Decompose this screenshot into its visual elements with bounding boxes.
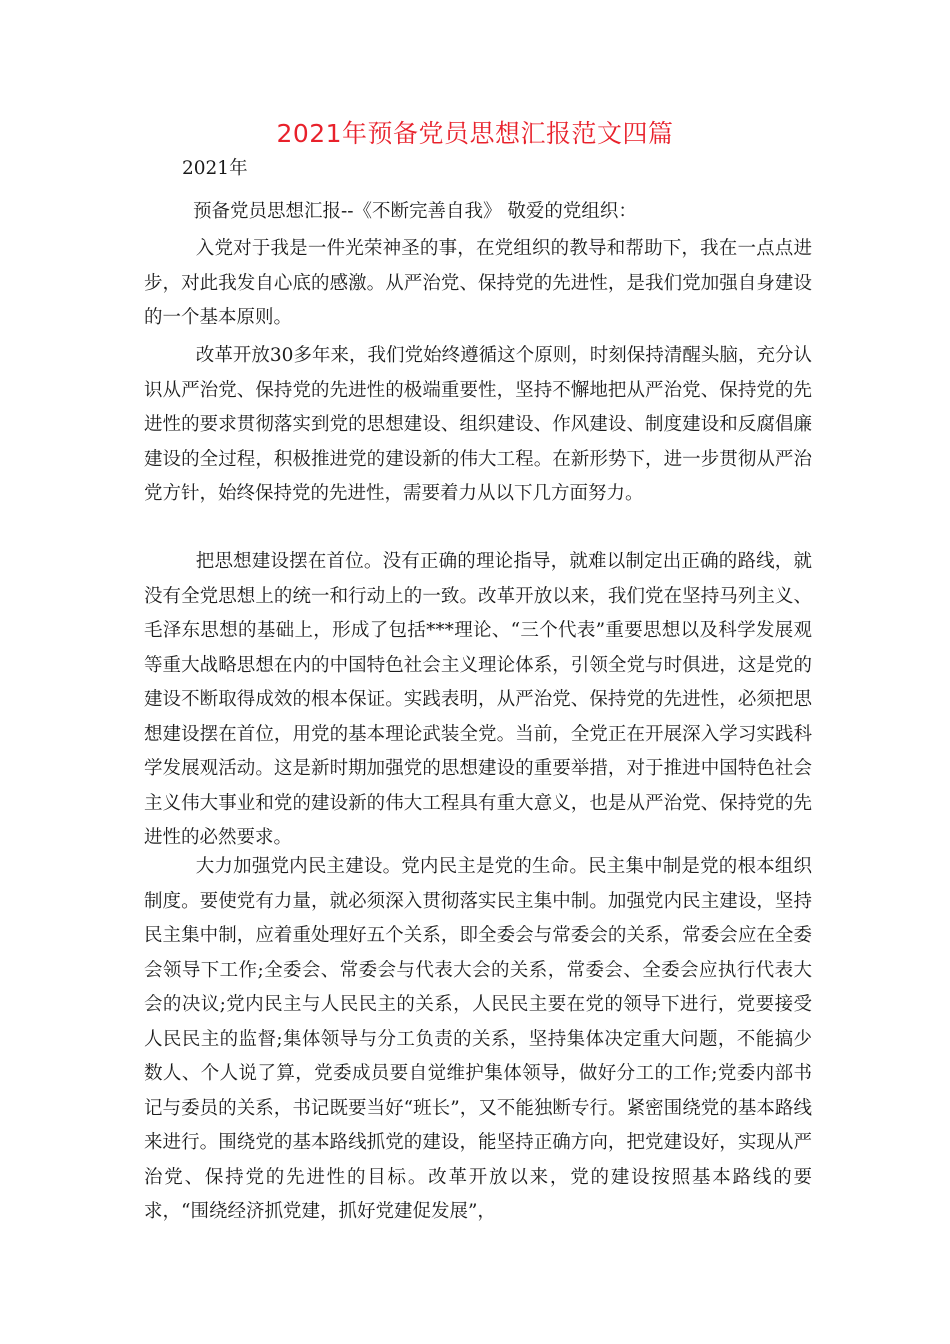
body-paragraph-4: 大力加强党内民主建设。党内民主是党的生命。民主集中制是党的根本组织制度。要使党有力量，就必须深入贯彻落实民主集中制。加强党内民主建设，坚持民主集中制，应着重处理好五个关系，即全委会与常委会的关系，常委会应在全委会领导下工作;全委会、常委会与代表大会的关系，常委会、全委会应执行代表大会的决议;党内民主与人民民主的关系，人民民主要在党的领导下进行，党要接受人民民主的监督;集体领导与分工负责的关系，坚持集体决定重大问题，不能搞少数人、个人说了算，党委成员要自觉维护集体领导，做好分工的工作;党委内部书记与委员的关系，书记既要当好“班长”，又不能独断专行。紧密围绕党的基本路线来进行。围绕党的基本路线抓党的建设，能坚持正确方向，把党建设好，实现从严治党、保持党的先进性的目标。改革开放以来，党的建设按照基本路线的要求，“围绕经济抓党建，抓好党建促发展”， <box>144 856 812 1222</box>
date-line: 2021年 <box>182 158 248 179</box>
body-paragraph-1: 入党对于我是一件光荣神圣的事，在党组织的教导和帮助下，我在一点点进步，对此我发自心底的感激。从严治党、保持党的先进性，是我们党加强自身建设的一个基本原则。 <box>144 238 812 328</box>
body-paragraph-3: 把思想建设摆在首位。没有正确的理论指导，就难以制定出正确的路线，就没有全党思想上的统一和行动上的一致。改革开放以来，我们党在坚持马列主义、毛泽东思想的基础上，形成了包括***理论、“三个代表”重要思想以及科学发展观等重大战略思想在内的中国特色社会主义理论体系，引领全党与时俱进，这是党的建设不断取得成效的根本保证。实践表明，从严治党、保持党的先进性，必须把思想建设摆在首位，用党的基本理论武装全党。当前，全党正在开展深入学习实践科学发展观活动。这是新时期加强党的思想建设的重要举措，对于推进中国特色社会主义伟大事业和党的建设新的伟大工程具有重大意义，也是从严治党、保持党的先进性的必然要求。 <box>144 551 812 848</box>
document-title: 2021年预备党员思想汇报范文四篇 <box>276 119 674 148</box>
body-paragraph-2: 改革开放30多年来，我们党始终遵循这个原则，时刻保持清醒头脑，充分认识从严治党、保持党的先进性的极端重要性，坚持不懈地把从严治党、保持党的先进性的要求贯彻落实到党的思想建设、组织建设、作风建设、制度建设和反腐倡廉建设的全过程，积极推进党的建设新的伟大工程。在新形势下，进一步贯彻从严治党方针，始终保持党的先进性，需要着力从以下几方面努力。 <box>144 345 812 504</box>
subtitle-line: 预备党员思想汇报--《不断完善自我》 敬爱的党组织： <box>193 201 637 222</box>
